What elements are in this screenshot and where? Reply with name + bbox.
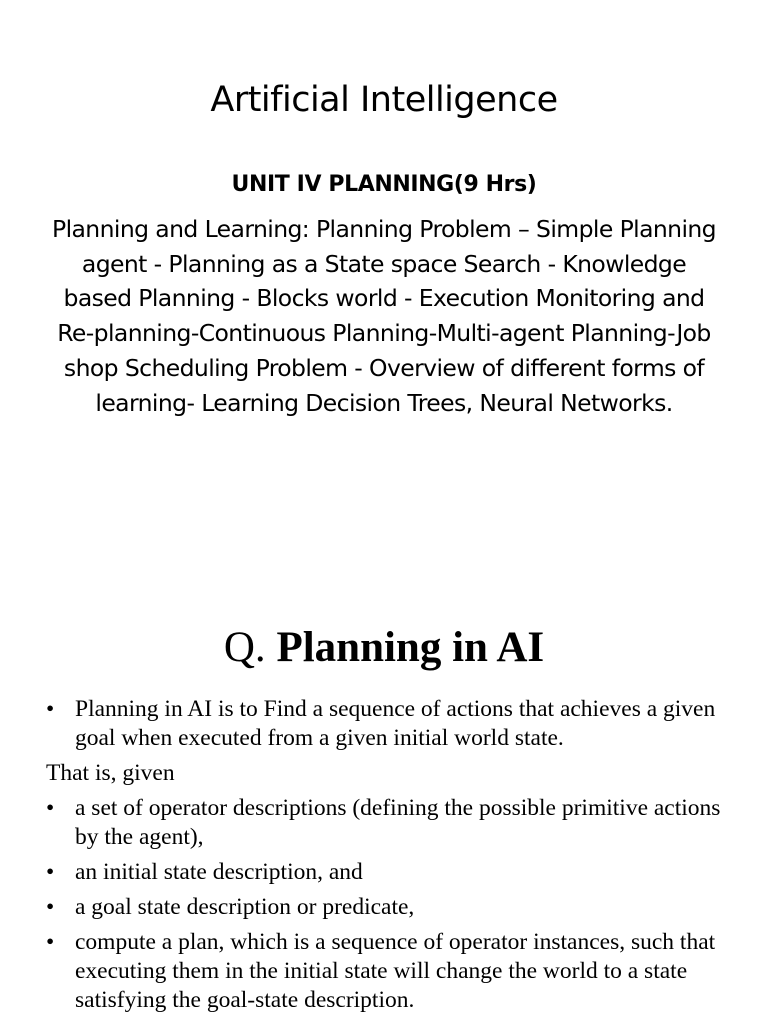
bullet-icon: • bbox=[46, 894, 55, 920]
question-title: Planning in AI bbox=[276, 624, 545, 671]
bullet-icon: • bbox=[46, 795, 55, 821]
list-item bbox=[46, 928, 736, 1015]
list-item bbox=[46, 794, 736, 852]
slide-planning-in-ai bbox=[0, 600, 768, 1024]
list-item bbox=[46, 858, 736, 887]
bullet-text: compute a plan, which is a sequence of operator instances, such that executing them in the initial state will change the world to a state satisfying the goal-state description. bbox=[75, 929, 716, 1013]
unit-heading: UNIT IV PLANNING(9 Hrs) bbox=[231, 172, 537, 197]
bullet-text: Planning in AI is to Find a sequence of actions that achieves a given goal when executed from a given initial world state. bbox=[75, 696, 716, 751]
bullet-text: a goal state description or predicate, bbox=[75, 894, 415, 920]
bullet-text: a set of operator descriptions (defining the possible primitive actions by the agent), bbox=[75, 795, 721, 850]
unit-syllabus-text: Planning and Learning: Planning Problem – Simple Planning agent - Planning as a State space Search - Knowledge based Planning - Blocks world - Execution Monitoring and Re-planning-Continuous Planning-Multi-agent Planning-Job shop Scheduling Problem - Overview of different forms of learning- Learning Decision Trees, Neural Networks. bbox=[52, 215, 716, 417]
list-item bbox=[46, 695, 736, 753]
list-item bbox=[46, 893, 736, 922]
question-prefix: Q. bbox=[223, 624, 266, 671]
bullet-icon: • bbox=[46, 859, 55, 885]
bullet-icon: • bbox=[46, 696, 55, 722]
bullet-icon: • bbox=[46, 929, 55, 955]
bullet-text: an initial state description, and bbox=[75, 859, 363, 885]
slide-title bbox=[0, 622, 768, 674]
slide-content bbox=[46, 695, 736, 1021]
intro-text: That is, given bbox=[46, 760, 175, 786]
slide-title: Artificial Intelligence bbox=[210, 80, 558, 120]
